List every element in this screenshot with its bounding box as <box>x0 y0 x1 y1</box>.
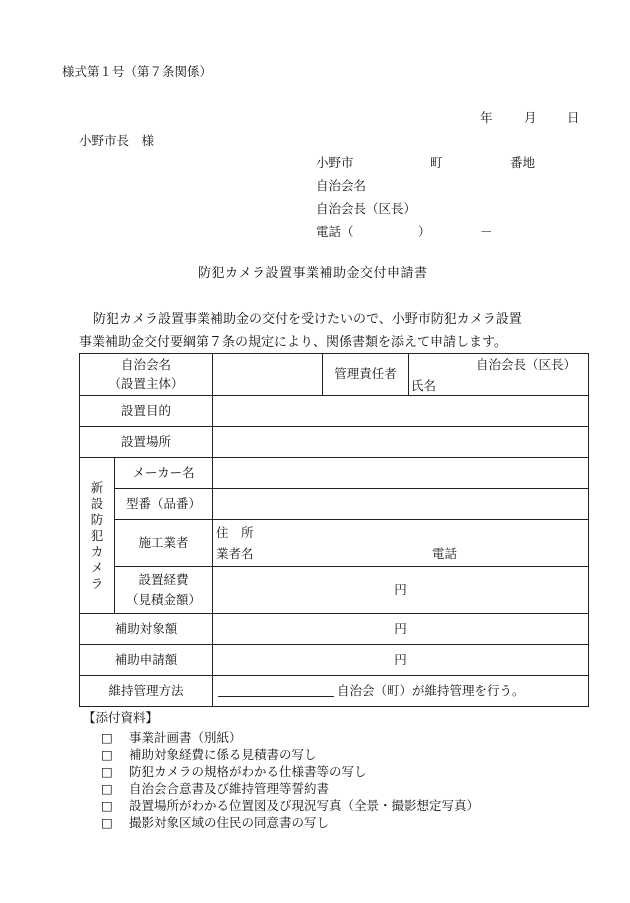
cost-label-line-2: （見積金額） <box>126 592 202 607</box>
attachment-item <box>101 817 329 830</box>
addressee: 小野市長 様 <box>79 133 155 148</box>
phone-label: 電話（ <box>316 224 354 239</box>
attachment-label: 設置場所がわかる位置図及び現況写真（全景・撮影想定写真） <box>129 798 480 813</box>
subsidy-target-label: 補助対象額 <box>80 614 213 645</box>
attachment-label: 撮影対象区域の住民の同意書の写し <box>129 815 330 830</box>
new-camera-char: 設 <box>90 495 104 511</box>
association-label-line-2: （設置主体） <box>108 375 184 391</box>
manager-name-label: 氏名 <box>411 378 437 393</box>
checkbox-icon[interactable]: □ <box>101 815 113 830</box>
date-day-label: 日 <box>567 110 580 125</box>
address-town: 町 <box>430 155 443 170</box>
location-input[interactable] <box>213 427 589 458</box>
application-form-table <box>79 353 589 707</box>
contractor-phone-label: 電話 <box>432 546 458 561</box>
new-camera-char: 防 <box>90 511 104 527</box>
maker-input[interactable] <box>213 458 589 489</box>
address-city: 小野市 <box>316 155 354 170</box>
phone-close: ） <box>418 224 431 239</box>
purpose-input[interactable] <box>213 396 589 427</box>
checkbox-icon[interactable]: □ <box>101 764 113 779</box>
contractor-name-label: 業者名 <box>216 546 254 561</box>
new-camera-char: メ <box>90 559 104 575</box>
new-camera-char: カ <box>90 543 104 559</box>
subsidy-target-input[interactable] <box>213 614 589 645</box>
new-camera-char: 新 <box>90 479 104 495</box>
maintenance-cell[interactable] <box>213 676 589 707</box>
attachment-item <box>101 783 329 796</box>
phone-dash: － <box>480 224 493 239</box>
checkbox-icon[interactable]: □ <box>101 781 113 796</box>
contractor-address-label: 住 所 <box>216 525 254 540</box>
attachment-label: 防犯カメラの規格がわかる仕様書等の写し <box>129 764 367 779</box>
subsidy-request-input[interactable] <box>213 645 589 676</box>
form-number: 様式第１号（第７条関係） <box>62 64 213 79</box>
attachment-label: 自治会合意書及び維持管理等誓約書 <box>129 781 330 796</box>
new-camera-char: 犯 <box>90 527 104 543</box>
subsidy-request-label: 補助申請額 <box>80 645 213 676</box>
attachment-label: 事業計画書（別紙） <box>129 730 242 745</box>
association-label-cell <box>80 354 213 396</box>
subsidy-target-yen-unit: 円 <box>394 620 407 636</box>
body-line-1: 防犯カメラ設置事業補助金の交付を受けたいので、小野市防犯カメラ設置 <box>93 312 522 327</box>
new-camera-char: ラ <box>90 575 104 591</box>
new-camera-label <box>80 458 115 614</box>
maintenance-text: 自治会（町）が維持管理を行う。 <box>337 683 525 698</box>
attachments-heading: 【添付資料】 <box>83 710 159 725</box>
chairperson-label: 自治会長（区長） <box>316 201 417 216</box>
attachment-item <box>101 749 317 762</box>
attachment-item <box>101 766 367 779</box>
checkbox-icon[interactable]: □ <box>101 730 113 745</box>
association-input-cell[interactable] <box>213 354 323 396</box>
model-input[interactable] <box>213 489 589 520</box>
attachment-item <box>101 800 479 813</box>
maker-label: メーカー名 <box>115 458 213 489</box>
maintenance-label: 維持管理方法 <box>80 676 213 707</box>
cost-yen-unit: 円 <box>394 581 407 597</box>
document-title: 防犯カメラ設置事業補助金交付申請書 <box>198 266 428 281</box>
manager-label: 管理責任者 <box>323 354 409 396</box>
body-line-2: 事業補助金交付要綱第７条の規定により、関係書類を添えて申請します。 <box>79 335 507 350</box>
cost-label-line-1: 設置経費 <box>138 571 189 587</box>
purpose-label: 設置目的 <box>80 396 213 427</box>
contractor-cell[interactable] <box>213 520 589 567</box>
maintenance-blank-line[interactable] <box>218 696 334 697</box>
contractor-label: 施工業者 <box>115 520 213 567</box>
association-label-line-1: 自治会名 <box>121 357 172 372</box>
date-year-label: 年 <box>480 110 493 125</box>
address-banchi: 番地 <box>510 155 536 170</box>
checkbox-icon[interactable]: □ <box>101 798 113 813</box>
subsidy-request-yen-unit: 円 <box>394 651 407 667</box>
attachment-label: 補助対象経費に係る見積書の写し <box>129 747 317 762</box>
manager-role: 自治会長（区長） <box>476 357 577 372</box>
manager-cell[interactable] <box>409 354 589 396</box>
checkbox-icon[interactable]: □ <box>101 747 113 762</box>
cost-label-cell <box>115 567 213 614</box>
association-name-label: 自治会名 <box>316 178 367 193</box>
attachment-item <box>101 732 242 745</box>
location-label: 設置場所 <box>80 427 213 458</box>
cost-input[interactable] <box>213 567 589 614</box>
date-month-label: 月 <box>524 110 537 125</box>
model-label: 型番（品番） <box>115 489 213 520</box>
